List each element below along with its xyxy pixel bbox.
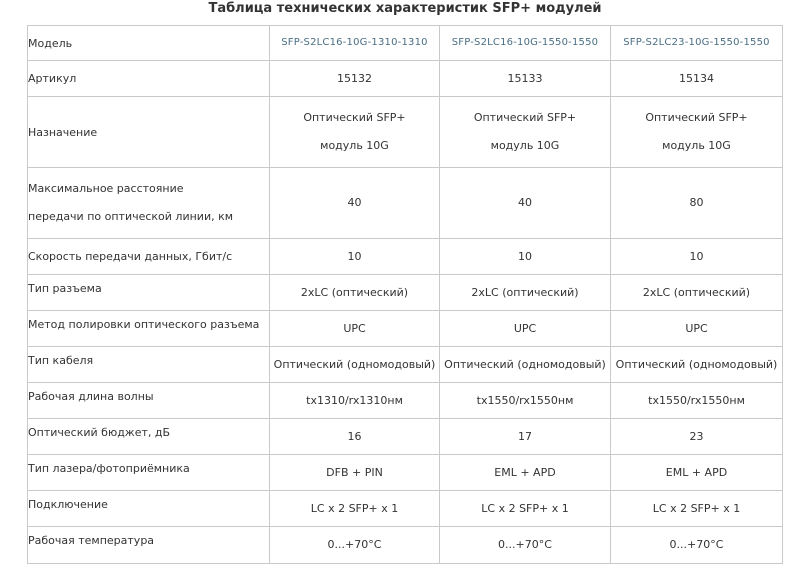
table-cell: EML + APD	[440, 455, 611, 491]
table-cell: 16	[270, 419, 440, 455]
table-cell: 10	[611, 239, 783, 275]
label-line: передачи по оптической линии, км	[28, 210, 234, 223]
table-cell	[440, 97, 611, 168]
row-label: Модель	[28, 26, 270, 61]
table-cell: EML + APD	[611, 455, 783, 491]
table-row	[28, 491, 783, 527]
table-row	[28, 347, 783, 383]
table-cell: Оптический (одномодовый)	[611, 347, 783, 383]
table-cell: 2xLC (оптический)	[270, 275, 440, 311]
table-cell: 2xLC (оптический)	[611, 275, 783, 311]
table-cell: 80	[611, 168, 783, 239]
table-row	[28, 527, 783, 564]
table-cell: 0...+70°C	[440, 527, 611, 564]
table-cell	[270, 97, 440, 168]
table-cell: LC x 2 SFP+ x 1	[270, 491, 440, 527]
table-row	[28, 383, 783, 419]
table-cell: tx1550/rx1550нм	[440, 383, 611, 419]
table-cell: 0...+70°C	[611, 527, 783, 564]
table-cell: LC x 2 SFP+ x 1	[440, 491, 611, 527]
table-cell: UPC	[611, 311, 783, 347]
cell-line: модуль 10G	[490, 139, 560, 152]
table-cell: tx1550/rx1550нм	[611, 383, 783, 419]
table-cell: 10	[270, 239, 440, 275]
cell-line: Оптический SFP+	[473, 111, 577, 124]
table-cell: 10	[440, 239, 611, 275]
table-cell: 2xLC (оптический)	[440, 275, 611, 311]
cell-line: модуль 10G	[662, 139, 731, 152]
row-label: Скорость передачи данных, Гбит/с	[28, 239, 270, 275]
row-label: Рабочая температура	[28, 527, 270, 564]
table-row	[28, 275, 783, 311]
specs-table	[27, 25, 783, 564]
cell-line: Оптический SFP+	[303, 111, 406, 124]
row-label: Тип кабеля	[28, 347, 270, 383]
row-label: Оптический бюджет, дБ	[28, 419, 270, 455]
table-cell: Оптический (одномодовый)	[270, 347, 440, 383]
table-row	[28, 239, 783, 275]
table-row	[28, 26, 783, 61]
row-label: Тип лазера/фотоприёмника	[28, 455, 270, 491]
row-label	[28, 168, 270, 239]
table-row	[28, 97, 783, 168]
table-cell: 17	[440, 419, 611, 455]
cell-line: модуль 10G	[320, 139, 389, 152]
table-row	[28, 61, 783, 97]
model-cell: SFP-S2LC16-10G-1310-1310	[270, 26, 440, 61]
row-label: Артикул	[28, 61, 270, 97]
label-line: Максимальное расстояние	[28, 182, 184, 195]
row-label: Метод полировки оптического разъема	[28, 311, 270, 347]
table-cell: tx1310/rx1310нм	[270, 383, 440, 419]
table-title: Таблица технических характеристик SFP+ модулей	[208, 1, 602, 16]
table-cell: 15133	[440, 61, 611, 97]
table-cell: 40	[270, 168, 440, 239]
table-cell: 15134	[611, 61, 783, 97]
model-cell: SFP-S2LC16-10G-1550-1550	[440, 26, 611, 61]
cell-line: Оптический SFP+	[645, 111, 748, 124]
table-cell: UPC	[270, 311, 440, 347]
table-row	[28, 419, 783, 455]
table-cell: 40	[440, 168, 611, 239]
row-label: Рабочая длина волны	[28, 383, 270, 419]
table-row	[28, 311, 783, 347]
row-label: Назначение	[28, 97, 270, 168]
row-label: Подключение	[28, 491, 270, 527]
table-cell: DFB + PIN	[270, 455, 440, 491]
table-cell: Оптический (одномодовый)	[440, 347, 611, 383]
model-cell: SFP-S2LC23-10G-1550-1550	[611, 26, 783, 61]
row-label: Тип разъема	[28, 275, 270, 311]
table-cell: LC x 2 SFP+ x 1	[611, 491, 783, 527]
table-cell	[611, 97, 783, 168]
table-cell: UPC	[440, 311, 611, 347]
table-cell: 0...+70°C	[270, 527, 440, 564]
table-row	[28, 455, 783, 491]
table-row	[28, 168, 783, 239]
table-cell: 23	[611, 419, 783, 455]
table-cell: 15132	[270, 61, 440, 97]
